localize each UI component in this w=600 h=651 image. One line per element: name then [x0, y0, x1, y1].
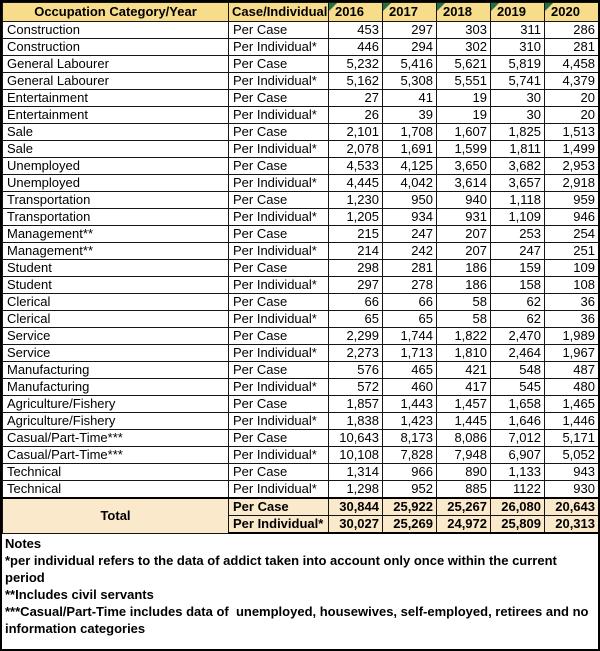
value-cell[interactable]: 5,819 [491, 56, 545, 73]
occupation-cell[interactable]: Transportation [3, 209, 229, 226]
case-individual-cell[interactable]: Per Case [229, 498, 329, 516]
table-row [3, 345, 599, 362]
case-individual-cell[interactable]: Per Individual* [229, 481, 329, 499]
occupation-cell[interactable]: Construction [3, 39, 229, 56]
header-year-2018[interactable] [437, 3, 491, 22]
table-row [3, 39, 599, 56]
note-casual-part-time: ***Casual/Part-Time includes data of unemployed, housewives, self-employed, retirees and no information categories [5, 604, 593, 636]
value-cell[interactable]: 242 [383, 243, 437, 260]
value-cell[interactable]: 214 [329, 243, 383, 260]
value-cell[interactable]: 8,173 [383, 430, 437, 447]
value-cell[interactable]: 1,810 [437, 345, 491, 362]
value-cell[interactable]: 5,741 [491, 73, 545, 90]
value-cell[interactable]: 4,042 [383, 175, 437, 192]
value-cell[interactable]: 5,621 [437, 56, 491, 73]
value-cell[interactable]: 6,907 [491, 447, 545, 464]
value-cell[interactable]: 4,533 [329, 158, 383, 175]
value-cell[interactable]: 480 [545, 379, 599, 396]
header-row [3, 3, 599, 22]
table-row [3, 243, 599, 260]
comment-marker-icon [329, 3, 337, 11]
occupation-cell[interactable]: Service [3, 328, 229, 345]
table-row [3, 362, 599, 379]
occupation-cell[interactable]: Management** [3, 243, 229, 260]
value-cell[interactable]: 41 [383, 90, 437, 107]
value-cell[interactable]: 417 [437, 379, 491, 396]
value-cell[interactable]: 2,078 [329, 141, 383, 158]
table-row [3, 464, 599, 481]
occupation-cell[interactable]: Management** [3, 226, 229, 243]
table-row [3, 209, 599, 226]
value-cell[interactable]: 959 [545, 192, 599, 209]
value-cell[interactable]: 58 [437, 311, 491, 328]
value-cell[interactable]: 1,744 [383, 328, 437, 345]
header-year-2017[interactable] [383, 3, 437, 22]
value-cell[interactable]: 1,811 [491, 141, 545, 158]
year-label: 2020 [551, 4, 580, 19]
occupation-cell[interactable]: Clerical [3, 294, 229, 311]
table-row [3, 175, 599, 192]
case-individual-cell[interactable]: Per Individual* [229, 107, 329, 124]
value-cell[interactable]: 1,109 [491, 209, 545, 226]
case-individual-cell[interactable]: Per Case [229, 90, 329, 107]
value-cell[interactable]: 4,445 [329, 175, 383, 192]
value-cell[interactable]: 1,658 [491, 396, 545, 413]
value-cell[interactable]: 4,125 [383, 158, 437, 175]
value-cell[interactable]: 4,379 [545, 73, 599, 90]
occupation-cell[interactable]: Manufacturing [3, 362, 229, 379]
value-cell[interactable]: 548 [491, 362, 545, 379]
value-cell[interactable]: 186 [437, 260, 491, 277]
value-cell[interactable]: 278 [383, 277, 437, 294]
case-individual-cell[interactable]: Per Case [229, 464, 329, 481]
header-year-2016[interactable] [329, 3, 383, 22]
case-individual-cell[interactable]: Per Individual* [229, 209, 329, 226]
value-cell[interactable]: 1,230 [329, 192, 383, 209]
value-cell[interactable]: 3,614 [437, 175, 491, 192]
value-cell[interactable]: 1,513 [545, 124, 599, 141]
note-per-individual: *per individual refers to the data of addict taken into account only once within the current period [5, 553, 561, 585]
case-individual-cell[interactable]: Per Individual* [229, 73, 329, 90]
table-row [3, 430, 599, 447]
table-row [3, 260, 599, 277]
value-cell[interactable]: 207 [437, 226, 491, 243]
value-cell[interactable]: 1,713 [383, 345, 437, 362]
value-cell[interactable]: 2,101 [329, 124, 383, 141]
value-cell[interactable]: 207 [437, 243, 491, 260]
case-individual-cell[interactable]: Per Case [229, 294, 329, 311]
value-cell[interactable]: 890 [437, 464, 491, 481]
value-cell[interactable]: 30 [491, 107, 545, 124]
table-row [3, 56, 599, 73]
value-cell[interactable]: 281 [545, 39, 599, 56]
value-cell[interactable]: 1,443 [383, 396, 437, 413]
case-individual-cell[interactable]: Per Individual* [229, 175, 329, 192]
value-cell[interactable]: 247 [383, 226, 437, 243]
occupation-cell[interactable]: Manufacturing [3, 379, 229, 396]
value-cell[interactable]: 36 [545, 311, 599, 328]
value-cell[interactable]: 66 [329, 294, 383, 311]
total-value-cell[interactable]: 26,080 [491, 498, 545, 516]
table-row [3, 158, 599, 175]
case-individual-cell[interactable]: Per Case [229, 430, 329, 447]
value-cell[interactable]: 2,470 [491, 328, 545, 345]
value-cell[interactable]: 421 [437, 362, 491, 379]
total-value-cell[interactable]: 25,267 [437, 498, 491, 516]
value-cell[interactable]: 311 [491, 22, 545, 39]
value-cell[interactable]: 297 [329, 277, 383, 294]
value-cell[interactable]: 3,682 [491, 158, 545, 175]
table-row [3, 124, 599, 141]
value-cell[interactable]: 109 [545, 260, 599, 277]
value-cell[interactable]: 3,657 [491, 175, 545, 192]
value-cell[interactable]: 247 [491, 243, 545, 260]
case-individual-cell[interactable]: Per Case [229, 260, 329, 277]
value-cell[interactable]: 65 [383, 311, 437, 328]
value-cell[interactable]: 2,273 [329, 345, 383, 362]
notes-title: Notes [5, 536, 42, 551]
value-cell[interactable]: 302 [437, 39, 491, 56]
total-value-cell[interactable]: 30,027 [329, 516, 383, 534]
value-cell[interactable]: 1,989 [545, 328, 599, 345]
value-cell[interactable]: 5,052 [545, 447, 599, 464]
value-cell[interactable]: 931 [437, 209, 491, 226]
occupation-cell[interactable]: Casual/Part-Time*** [3, 447, 229, 464]
occupation-cell[interactable]: General Labourer [3, 56, 229, 73]
occupation-cell[interactable]: Agriculture/Fishery [3, 413, 229, 430]
value-cell[interactable]: 5,232 [329, 56, 383, 73]
value-cell[interactable]: 885 [437, 481, 491, 499]
table-row [3, 277, 599, 294]
value-cell[interactable]: 286 [545, 22, 599, 39]
value-cell[interactable]: 1,457 [437, 396, 491, 413]
case-individual-cell[interactable]: Per Case [229, 158, 329, 175]
value-cell[interactable]: 1,822 [437, 328, 491, 345]
table-row [3, 141, 599, 158]
value-cell[interactable]: 545 [491, 379, 545, 396]
value-cell[interactable]: 20 [545, 107, 599, 124]
occupation-cell[interactable]: Student [3, 277, 229, 294]
case-individual-cell[interactable]: Per Individual* [229, 277, 329, 294]
table-row [3, 226, 599, 243]
table-body [3, 22, 599, 534]
occupation-cell[interactable]: Entertainment [3, 90, 229, 107]
case-individual-cell[interactable]: Per Individual* [229, 413, 329, 430]
total-row [3, 498, 599, 516]
value-cell[interactable]: 7,828 [383, 447, 437, 464]
value-cell[interactable]: 1,446 [545, 413, 599, 430]
table-row [3, 22, 599, 39]
value-cell[interactable]: 254 [545, 226, 599, 243]
case-individual-cell[interactable]: Per Individual* [229, 379, 329, 396]
value-cell[interactable]: 298 [329, 260, 383, 277]
value-cell[interactable]: 1,118 [491, 192, 545, 209]
value-cell[interactable]: 946 [545, 209, 599, 226]
occupation-cell[interactable]: Unemployed [3, 175, 229, 192]
year-label: 2019 [497, 4, 526, 19]
value-cell[interactable]: 303 [437, 22, 491, 39]
value-cell[interactable]: 2,953 [545, 158, 599, 175]
value-cell[interactable]: 446 [329, 39, 383, 56]
value-cell[interactable]: 2,918 [545, 175, 599, 192]
header-year-2020[interactable] [545, 3, 599, 22]
value-cell[interactable]: 1,423 [383, 413, 437, 430]
total-value-cell[interactable]: 25,269 [383, 516, 437, 534]
value-cell[interactable]: 2,299 [329, 328, 383, 345]
year-label: 2018 [443, 4, 472, 19]
value-cell[interactable]: 30 [491, 90, 545, 107]
year-label: 2017 [389, 4, 418, 19]
value-cell[interactable]: 27 [329, 90, 383, 107]
total-value-cell[interactable]: 20,643 [545, 498, 599, 516]
value-cell[interactable]: 934 [383, 209, 437, 226]
value-cell[interactable]: 465 [383, 362, 437, 379]
value-cell[interactable]: 1,314 [329, 464, 383, 481]
value-cell[interactable]: 19 [437, 107, 491, 124]
value-cell[interactable]: 294 [383, 39, 437, 56]
value-cell[interactable]: 108 [545, 277, 599, 294]
value-cell[interactable]: 3,650 [437, 158, 491, 175]
value-cell[interactable]: 158 [491, 277, 545, 294]
case-individual-cell[interactable]: Per Individual* [229, 39, 329, 56]
total-label-cell[interactable]: Total [3, 498, 229, 533]
value-cell[interactable]: 253 [491, 226, 545, 243]
occupation-cell[interactable]: Entertainment [3, 107, 229, 124]
value-cell[interactable]: 186 [437, 277, 491, 294]
value-cell[interactable]: 1,445 [437, 413, 491, 430]
occupation-cell[interactable]: Technical [3, 464, 229, 481]
value-cell[interactable]: 159 [491, 260, 545, 277]
value-cell[interactable]: 453 [329, 22, 383, 39]
value-cell[interactable]: 1122 [491, 481, 545, 499]
value-cell[interactable]: 5,171 [545, 430, 599, 447]
value-cell[interactable]: 1,298 [329, 481, 383, 499]
value-cell[interactable]: 7,948 [437, 447, 491, 464]
total-value-cell[interactable]: 25,922 [383, 498, 437, 516]
value-cell[interactable]: 940 [437, 192, 491, 209]
occupation-cell[interactable]: Service [3, 345, 229, 362]
value-cell[interactable]: 1,599 [437, 141, 491, 158]
value-cell[interactable]: 215 [329, 226, 383, 243]
year-label: 2016 [335, 4, 364, 19]
table-row [3, 413, 599, 430]
value-cell[interactable]: 1,607 [437, 124, 491, 141]
value-cell[interactable]: 572 [329, 379, 383, 396]
note-civil-servants: **Includes civil servants [5, 587, 154, 602]
table-row [3, 192, 599, 209]
notes-section [2, 534, 598, 637]
value-cell[interactable]: 8,086 [437, 430, 491, 447]
value-cell[interactable]: 1,691 [383, 141, 437, 158]
value-cell[interactable]: 58 [437, 294, 491, 311]
case-individual-cell[interactable]: Per Individual* [229, 311, 329, 328]
value-cell[interactable]: 1,967 [545, 345, 599, 362]
value-cell[interactable]: 930 [545, 481, 599, 499]
value-cell[interactable]: 19 [437, 90, 491, 107]
value-cell[interactable]: 5,308 [383, 73, 437, 90]
occupation-cell[interactable]: Student [3, 260, 229, 277]
occupation-cell[interactable]: Clerical [3, 311, 229, 328]
value-cell[interactable]: 1,838 [329, 413, 383, 430]
comment-marker-icon [491, 3, 499, 11]
table-row [3, 328, 599, 345]
table-row [3, 294, 599, 311]
value-cell[interactable]: 297 [383, 22, 437, 39]
value-cell[interactable]: 487 [545, 362, 599, 379]
value-cell[interactable]: 5,416 [383, 56, 437, 73]
value-cell[interactable]: 1,825 [491, 124, 545, 141]
total-value-cell[interactable]: 24,972 [437, 516, 491, 534]
total-value-cell[interactable]: 20,313 [545, 516, 599, 534]
value-cell[interactable]: 281 [383, 260, 437, 277]
value-cell[interactable]: 26 [329, 107, 383, 124]
header-year-2019[interactable] [491, 3, 545, 22]
case-individual-cell[interactable]: Per Individual* [229, 447, 329, 464]
total-value-cell[interactable]: 30,844 [329, 498, 383, 516]
value-cell[interactable]: 10,108 [329, 447, 383, 464]
value-cell[interactable]: 251 [545, 243, 599, 260]
case-individual-cell[interactable]: Per Individual* [229, 345, 329, 362]
table-row [3, 481, 599, 499]
value-cell[interactable]: 65 [329, 311, 383, 328]
occupation-cell[interactable]: Construction [3, 22, 229, 39]
value-cell[interactable]: 10,643 [329, 430, 383, 447]
table-row [3, 311, 599, 328]
occupation-table [2, 2, 599, 534]
case-individual-cell[interactable]: Per Case [229, 56, 329, 73]
value-cell[interactable]: 4,458 [545, 56, 599, 73]
occupation-cell[interactable]: Sale [3, 141, 229, 158]
comment-marker-icon [437, 3, 445, 11]
case-individual-cell[interactable]: Per Case [229, 396, 329, 413]
table-row [3, 107, 599, 124]
value-cell[interactable]: 952 [383, 481, 437, 499]
value-cell[interactable]: 576 [329, 362, 383, 379]
table-row [3, 73, 599, 90]
value-cell[interactable]: 1,708 [383, 124, 437, 141]
occupation-cell[interactable]: General Labourer [3, 73, 229, 90]
occupation-cell[interactable]: Agriculture/Fishery [3, 396, 229, 413]
value-cell[interactable]: 36 [545, 294, 599, 311]
case-individual-cell[interactable]: Per Individual* [229, 243, 329, 260]
value-cell[interactable]: 950 [383, 192, 437, 209]
table-row [3, 379, 599, 396]
value-cell[interactable]: 5,551 [437, 73, 491, 90]
table-row [3, 396, 599, 413]
value-cell[interactable]: 310 [491, 39, 545, 56]
total-value-cell[interactable]: 25,809 [491, 516, 545, 534]
occupation-cell[interactable]: Unemployed [3, 158, 229, 175]
header-occupation-category[interactable]: Occupation Category/Year [3, 3, 229, 22]
table-row [3, 447, 599, 464]
occupation-cell[interactable]: Transportation [3, 192, 229, 209]
value-cell[interactable]: 62 [491, 311, 545, 328]
value-cell[interactable]: 5,162 [329, 73, 383, 90]
value-cell[interactable]: 39 [383, 107, 437, 124]
value-cell[interactable]: 943 [545, 464, 599, 481]
case-individual-cell[interactable]: Per Individual* [229, 141, 329, 158]
case-individual-cell[interactable]: Per Case [229, 192, 329, 209]
value-cell[interactable]: 2,464 [491, 345, 545, 362]
value-cell[interactable]: 62 [491, 294, 545, 311]
table-row [3, 90, 599, 107]
case-individual-cell[interactable]: Per Individual* [229, 516, 329, 534]
comment-marker-icon [545, 3, 553, 11]
occupation-cell[interactable]: Sale [3, 124, 229, 141]
value-cell[interactable]: 7,012 [491, 430, 545, 447]
value-cell[interactable]: 460 [383, 379, 437, 396]
value-cell[interactable]: 66 [383, 294, 437, 311]
occupation-cell[interactable]: Technical [3, 481, 229, 499]
value-cell[interactable]: 1,465 [545, 396, 599, 413]
case-individual-cell[interactable]: Per Case [229, 328, 329, 345]
value-cell[interactable]: 1,646 [491, 413, 545, 430]
value-cell[interactable]: 966 [383, 464, 437, 481]
value-cell[interactable]: 1,133 [491, 464, 545, 481]
case-individual-cell[interactable]: Per Case [229, 362, 329, 379]
header-case-individual[interactable]: Case/Individual [229, 3, 329, 22]
case-individual-cell[interactable]: Per Case [229, 22, 329, 39]
value-cell[interactable]: 1,499 [545, 141, 599, 158]
value-cell[interactable]: 20 [545, 90, 599, 107]
case-individual-cell[interactable]: Per Case [229, 226, 329, 243]
comment-marker-icon [383, 3, 391, 11]
value-cell[interactable]: 1,205 [329, 209, 383, 226]
value-cell[interactable]: 1,857 [329, 396, 383, 413]
case-individual-cell[interactable]: Per Case [229, 124, 329, 141]
occupation-cell[interactable]: Casual/Part-Time*** [3, 430, 229, 447]
